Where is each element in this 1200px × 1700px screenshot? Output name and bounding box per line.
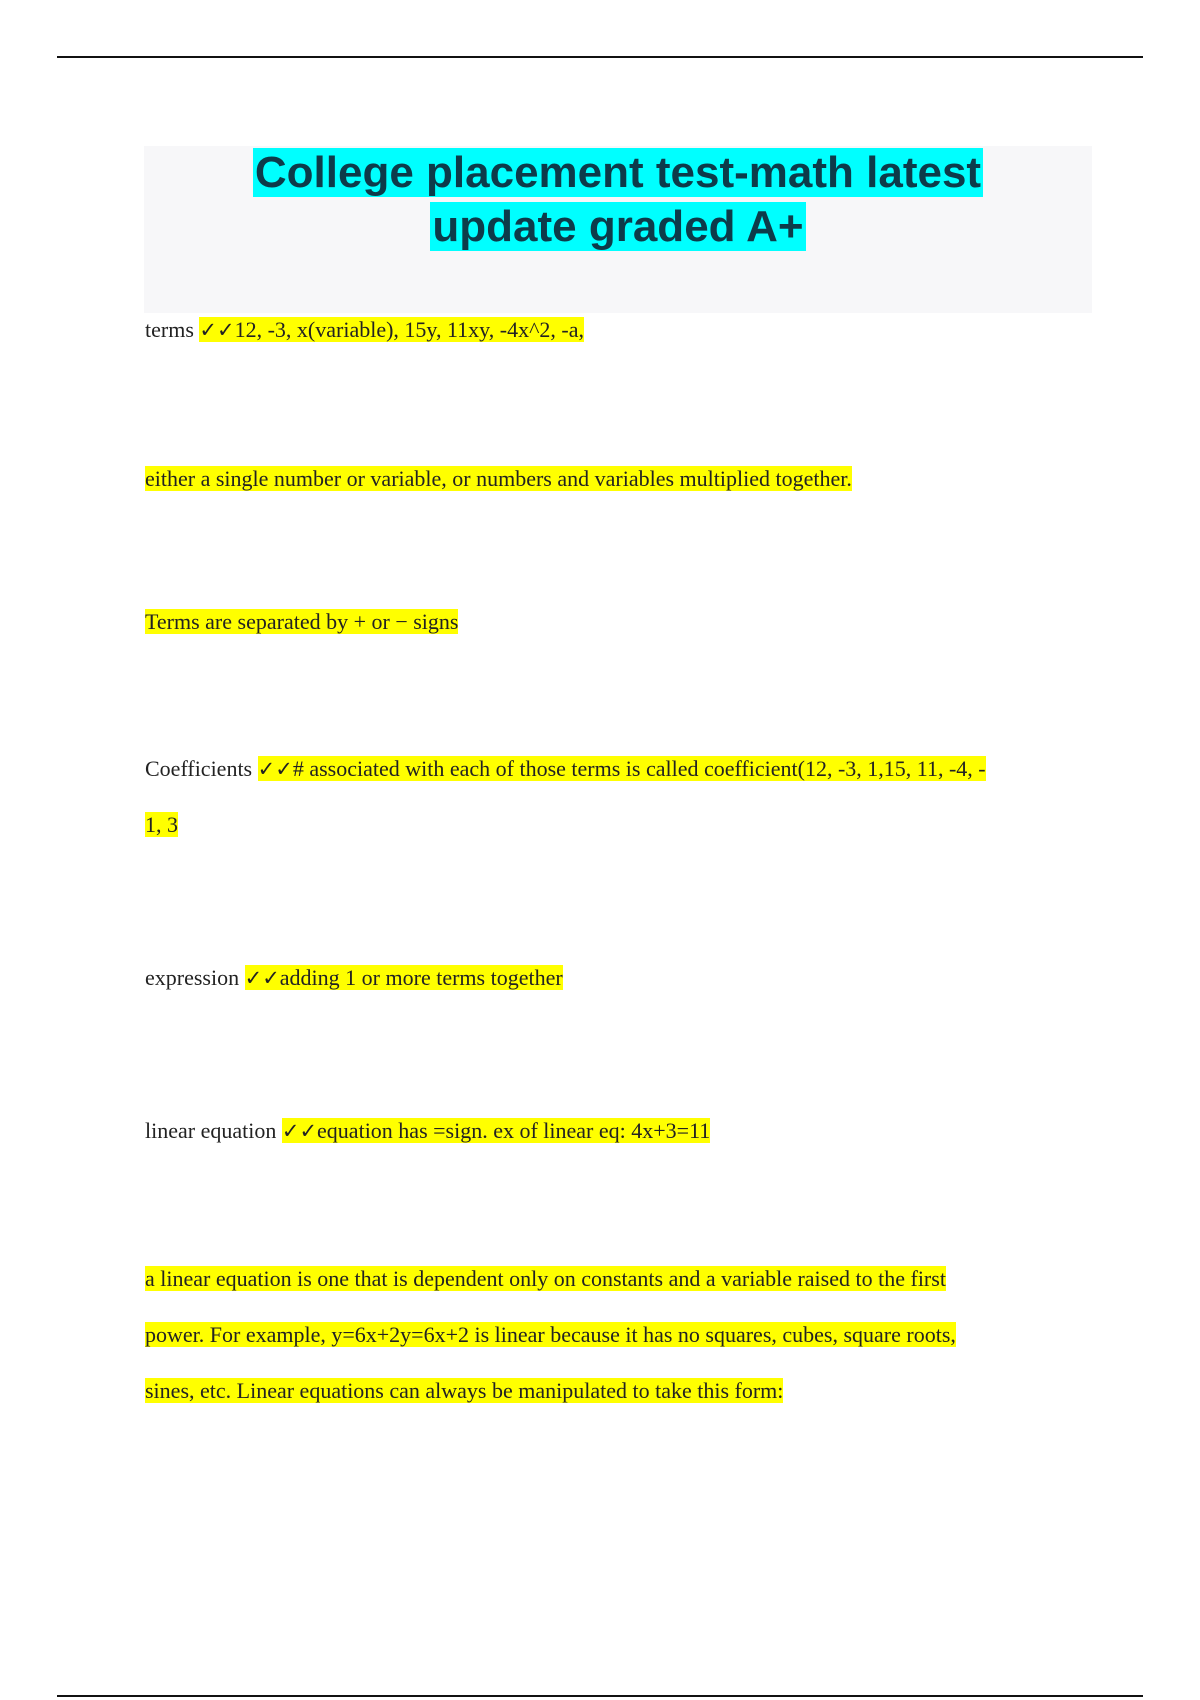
entry-terms	[145, 302, 1080, 358]
term-definition-continued: 1, 3	[145, 812, 178, 837]
term-definition: equation has =sign. ex of linear eq: 4x+3=11	[317, 1118, 711, 1143]
title-banner	[144, 146, 1092, 313]
term-definition: adding 1 or more terms together	[279, 965, 563, 990]
term-label: terms	[145, 317, 200, 342]
check-mark-icon: ✓✓	[199, 318, 235, 342]
explanation-line-1: a linear equation is one that is dependent only on constants and a variable raised to the first	[145, 1266, 946, 1291]
definition-text: either a single number or variable, or numbers and variables multiplied together.	[145, 466, 852, 491]
explanation-line-2: power. For example, y=6x+2y=6x+2 is linear because it has no squares, cubes, square roots,	[145, 1322, 956, 1347]
top-rule	[57, 56, 1143, 58]
entry-separation-note	[145, 594, 1080, 650]
term-label: Coefficients	[145, 756, 258, 781]
explanation-line-3: sines, etc. Linear equations can always be manipulated to take this form:	[145, 1378, 784, 1403]
check-mark-icon: ✓✓	[257, 757, 293, 781]
term-definition: 12, -3, x(variable), 15y, 11xy, -4x^2, -a,	[234, 317, 584, 342]
title-line-1: College placement test-math latest	[254, 148, 982, 197]
definition-text: Terms are separated by + or − signs	[145, 609, 459, 634]
term-definition: # associated with each of those terms is called coefficient(12, -3, 1,15, 11, -4, -	[292, 756, 986, 781]
entry-definition-note	[145, 451, 1080, 507]
check-mark-icon: ✓✓	[281, 1119, 318, 1143]
entry-linear-equation	[145, 1103, 1080, 1159]
entry-expression	[145, 950, 1080, 1006]
term-label: expression	[145, 965, 245, 990]
title-line-2: update graded A+	[432, 202, 804, 251]
term-label: linear equation	[145, 1118, 282, 1143]
bottom-rule	[57, 1695, 1143, 1697]
entry-linear-explanation	[145, 1251, 1080, 1419]
document-title	[144, 146, 1092, 254]
check-mark-icon: ✓✓	[244, 966, 280, 990]
entry-coefficients	[145, 741, 1080, 853]
